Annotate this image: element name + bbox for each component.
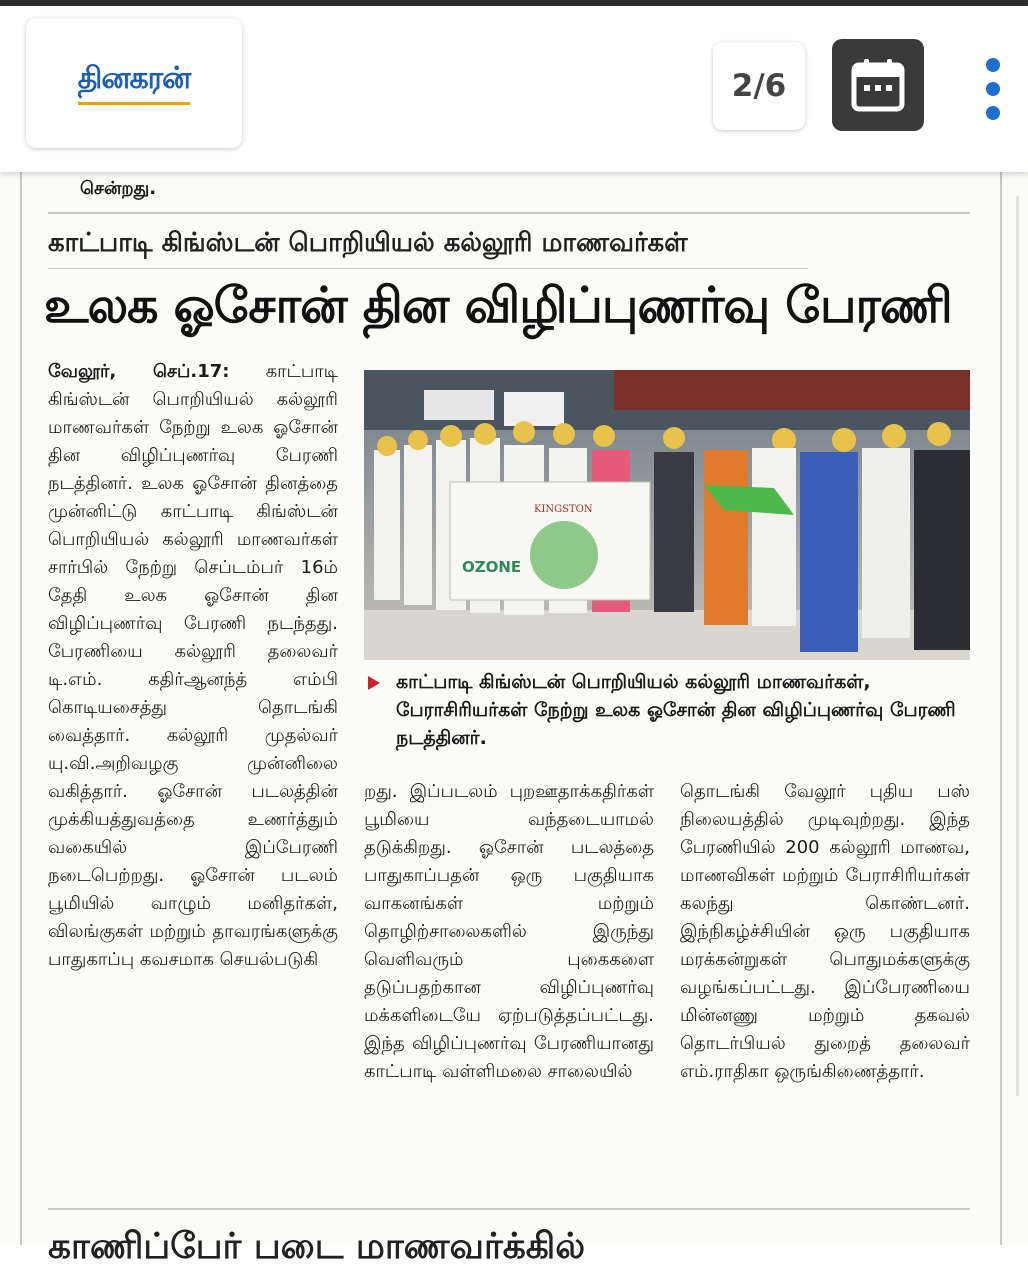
app-header [0,6,1028,172]
banner-text: KINGSTON [534,504,593,515]
column-3-text: தொடங்கி வேலூர் புதிய பஸ் நிலையத்தில் முடிவுற்றது. இந்த பேரணியில் 200 கல்லூரி மாணவ, மாணவிகள் மற்றும் பேராசிரியர்கள் கலந்து கொண்டனர். இந்நிகழ்ச்சியின் ஒரு பகுதியாக மரக்கன்றுகள் பொதுமக்களுக்கு வழங்கப்பட்டது. இப்பேரணியை மின்னணு மற்றும் தகவல் தொடர்பியல் துறைத் தலைவர் எம்.ராதிகா ஒருங்கிணைத்தார். [680,781,970,1082]
epaper-page[interactable] [0,172,1028,1267]
article-end-rule [48,1208,970,1210]
column-2-text: றது. இப்படலம் புறஊதாக்கதிர்கள் பூமியை வந்தடையாமல் தடுக்கிறது. ஓசோன் படலத்தை பாதுகாப்பதன் ஒரு பகுதியாக வாகனங்கள் மற்றும் தொழிற்சாலைகளில் இருந்து வெளிவரும் புகைகளை தடுப்பதற்கான விழிப்புணர்வு மக்களிடையே ஏற்படுத்தப்பட்டது. இந்த விழிப்புணர்வு பேரணியானது காட்பாடி வள்ளிமலை சாலையில் [364,781,654,1082]
logo: தினகரன் [78,61,190,105]
column-divider-left [20,172,22,1245]
photo-caption [368,668,972,752]
article-column-1 [48,358,338,1188]
calendar-icon [851,57,905,113]
article-column-3 [680,778,970,1198]
more-options-button[interactable] [976,58,1010,120]
article-kicker: காட்பாடி கிங்ஸ்டன் பொறியியல் கல்லூரி மாணவர்கள் [48,228,688,258]
article-column-2 [364,778,654,1198]
adjacent-column-strip [1008,172,1028,1245]
column-divider-right [1000,172,1002,1245]
article-photo[interactable] [364,370,970,660]
previous-article-tail: சென்றது. [80,178,157,199]
divider-rule [48,212,970,214]
dateline: வேலூர், செப்.17: [48,361,230,382]
page-counter[interactable]: 2/6 [713,42,805,130]
banner-ozone-text: OZONE [462,558,522,576]
caption-text: காட்பாடி கிங்ஸ்டன் பொறியியல் கல்லூரி மாணவர்கள், பேராசிரியர்கள் நேற்று உலக ஓசோன் தின விழிப்புணர்வு பேரணி நடத்தினர். [396,671,956,749]
rally-photo-image [364,370,970,660]
more-vertical-icon [986,58,1000,72]
kicker-rule [48,268,808,269]
calendar-button[interactable] [832,39,924,131]
column-1-text: காட்பாடி கிங்ஸ்டன் பொறியியல் கல்லூரி மாணவர்கள் நேற்று உலக ஓசோன் தின விழிப்புணர்வு பேரணி நடத்தினர். உலக ஓசோன் தினத்தை முன்னிட்டு காட்பாடி கிங்ஸ்டன் பொறியியல் கல்லூரி மாணவர்கள் சார்பில் நேற்று செப்டம்பர் 16ம் தேதி உலக ஓசோன் தின விழிப்புணர்வு பேரணி நடந்தது. பேரணியை கல்லூரி தலைவர் டி.எம். கதிர்ஆனந்த் எம்பி கொடியசைத்து தொடங்கி வைத்தார். கல்லூரி முதல்வர் யு.வி.அறிவழகு முன்னிலை வகித்தார். ஓசோன் படலத்தின் முக்கியத்துவத்தை உணர்த்தும் வகையில் இப்பேரணி நடைபெற்றது. ஓசோன் படலம் பூமியில் வாழும் மனிதர்கள், விலங்குகள் மற்றும் தாவரங்களுக்கு பாதுகாப்பு கவசமாக செயல்படுகி [48,361,338,970]
next-article-headline: காணிப்பேர் படை மாணவர்க்கில் [48,1226,586,1267]
caption-arrow-icon [368,676,380,690]
logo-button[interactable] [26,18,242,148]
article-headline: உலக ஓசோன் தின விழிப்புணர்வு பேரணி [44,276,952,334]
